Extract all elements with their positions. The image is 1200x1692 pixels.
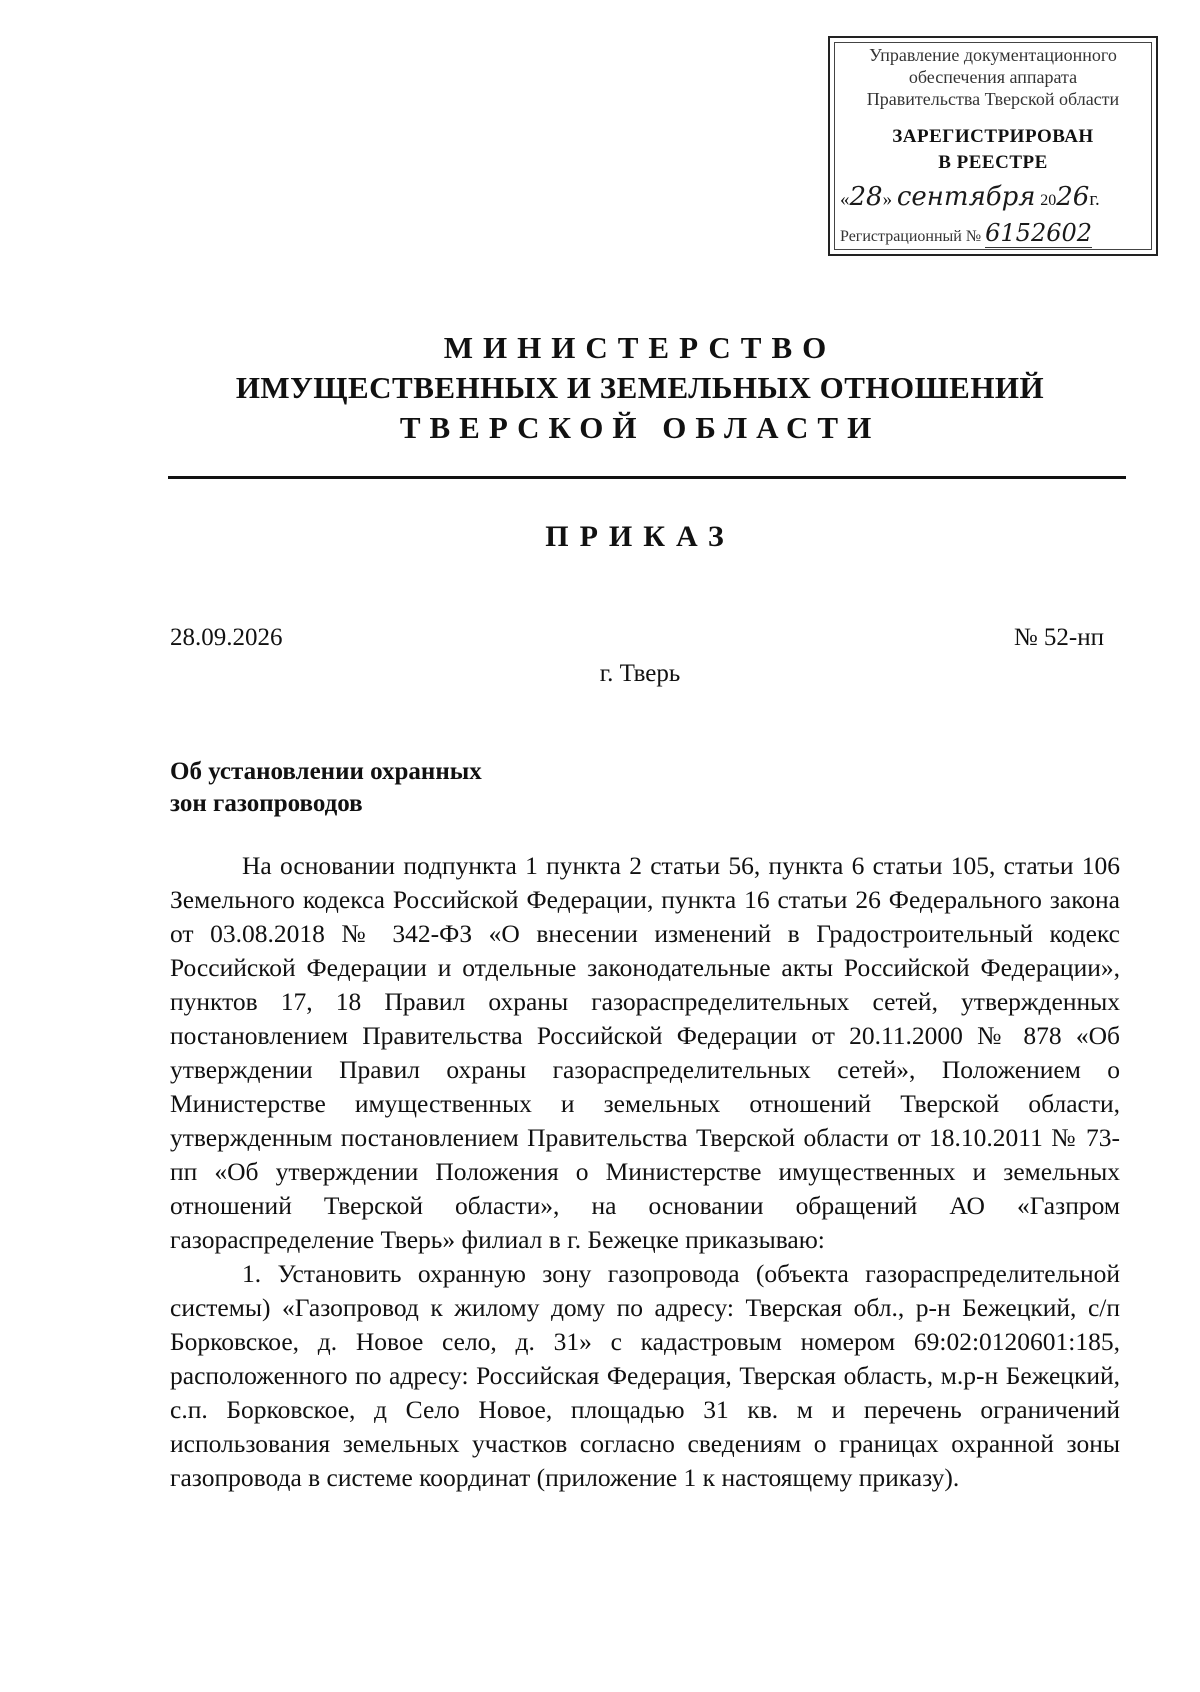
stamp-reg-number: 6152602 (985, 219, 1093, 247)
registration-stamp (828, 36, 1158, 256)
document-body (170, 849, 1120, 1495)
stamp-registered (836, 124, 1150, 176)
stamp-registration-number (840, 218, 1148, 252)
stamp-date-day: 28 (849, 182, 883, 212)
document-type: ПРИКАЗ (545, 520, 735, 553)
ministry-title-line1: МИНИСТЕРСТВО (443, 330, 837, 365)
stamp-org-line3: Правительства Тверской области (866, 89, 1120, 109)
stamp-date-close-quote: » (882, 189, 893, 210)
header-divider (168, 476, 1126, 479)
body-item-1: 1. Установить охранную зону газопровода (объекта газораспределительной системы) «Газопровод к жилому дому по адресу: Тверская обл., р-н Бежецкий, с/п Борковское, д. Новое село, д. 31» с кадастровым номером 69:02:0120601:185, расположенного по адресу: Российская Федерация, Тверская область, м.р-н Бежецкий, с.п. Борковское, д Село Новое, площадью 31 кв. м и перечень ограничений использования земельных участков согласно сведениям о границах охранной зоны газопровода в системе координат (приложение 1 к настоящему приказу). (170, 1259, 1120, 1492)
stamp-registered-line2: В РЕЕСТРЕ (938, 152, 1048, 173)
stamp-registered-line1: ЗАРЕГИСТРИРОВАН (892, 126, 1094, 147)
stamp-org-line1: Управление документационного (869, 45, 1117, 65)
subject-line2: зон газопроводов (170, 790, 363, 817)
stamp-reg-label: Регистрационный № (840, 228, 982, 245)
stamp-date-year-suffix: 26 (1056, 182, 1090, 212)
stamp-date-year-prefix: 20 (1040, 192, 1057, 209)
stamp-date-year-unit: г. (1089, 189, 1100, 210)
document-number: № 52-нп (1013, 624, 1104, 651)
document-date: 28.09.2026 (170, 624, 283, 651)
subject-line1: Об установлении охранных (170, 758, 482, 785)
ministry-title-line2: ИМУЩЕСТВЕННЫХ И ЗЕМЕЛЬНЫХ ОТНОШЕНИЙ (235, 370, 1045, 405)
document-subject (170, 756, 482, 820)
stamp-date-month: сентября (896, 182, 1036, 212)
stamp-date (840, 182, 1148, 216)
stamp-date-open-quote: « (840, 189, 850, 210)
document-city: г. Тверь (599, 660, 681, 687)
stamp-organization (836, 44, 1150, 110)
ministry-title-line3: ТВЕРСКОЙ ОБЛАСТИ (399, 410, 881, 445)
stamp-org-line2: обеспечения аппарата (908, 67, 1078, 87)
body-preamble: На основании подпункта 1 пункта 2 статьи 56, пункта 6 статьи 105, статьи 106 Земельного кодекса Российской Федерации, пункта 16 статьи 26 Федерального закона от 03.08.2018 № 342-ФЗ «О внесении изменений в Градостроительный кодекс Российской Федерации и отдельные законодательные акты Российской Федерации», пунктов 17, 18 Правил охраны газораспределительных сетей, утвержденных постановлением Правительства Российской Федерации от 20.11.2000 № 878 «Об утверждении Правил охраны газораспределительных сетей», Положением о Министерстве имущественных и земельных отношений Тверской области, утвержденным постановлением Правительства Тверской области от 18.10.2011 № 73-пп «Об утверждении Положения о Министерстве имущественных и земельных отношений Тверской области», на основании обращений АО «Газпром газораспределение Тверь» филиал в г. Бежецке приказываю: (170, 851, 1120, 1254)
